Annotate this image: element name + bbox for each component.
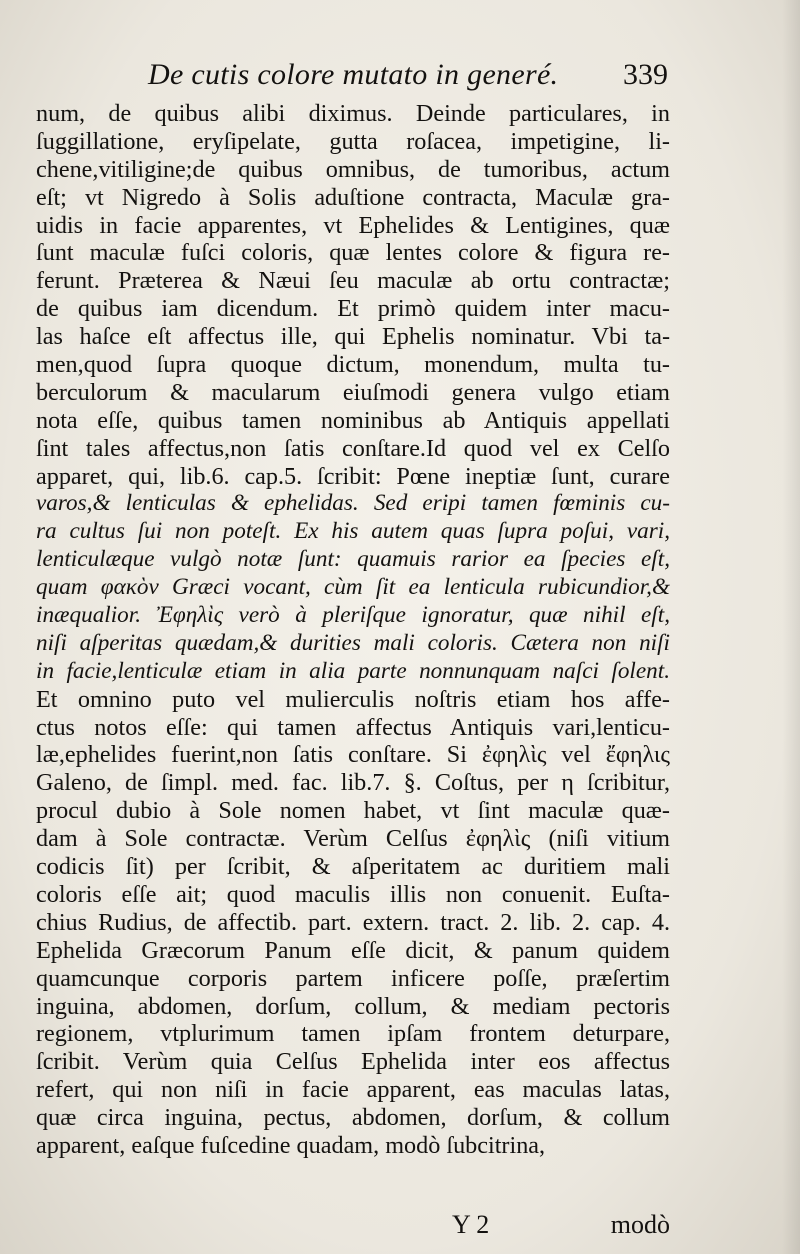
text-line: ctus notos eſſe: qui tamen affectus Antiquis vari,lenticu- xyxy=(36,713,670,741)
text-line: apparet, qui, lib.6. cap.5. ſcribit: Pœne ineptiæ ſunt, curare xyxy=(36,462,670,490)
text-line: procul dubio à Sole nomen habet, vt ſint maculæ quæ- xyxy=(36,797,670,825)
text-line: nota eſſe, quibus tamen nominibus ab Antiquis appellati xyxy=(36,406,670,434)
text-line: uidis in facie apparentes, vt Ephelides & Lentigines, quæ xyxy=(36,211,670,239)
text-line: chius Rudius, de affectib. part. extern. tract. 2. lib. 2. cap. 4. xyxy=(36,908,670,936)
text-line: num, de quibus alibi diximus. Deinde particulares, in xyxy=(36,100,670,127)
text-line: ra cultus ſui non poteſt. Ex his autem quas ſupra poſui, vari, xyxy=(36,518,670,545)
text-line: quæ circa inguina, pectus, abdomen, dorſum, & collum xyxy=(36,1104,670,1132)
text-line: Et omnino puto vel mulierculis noſtris etiam hos affe- xyxy=(36,685,670,713)
text-line: varos,& lenticulas & ephelidas. Sed eripi tamen fœminis cu- xyxy=(36,490,670,517)
text-line: ſuggillatione, eryſipelate, gutta roſacea, impetigine, li- xyxy=(36,127,670,155)
text-line: berculorum & macularum eiuſmodi genera vulgo etiam xyxy=(36,378,670,406)
text-line: regionem, vtplurimum tamen ipſam frontem deturpare, xyxy=(36,1020,670,1048)
text-line: ſint tales affectus,non ſatis conſtare.Id quod vel ex Celſo xyxy=(36,434,670,462)
text-line: lenticulæque vulgò notæ ſunt: quamuis rarior ea ſpecies eſt, xyxy=(36,546,670,573)
text-line: refert, qui non niſi in facie apparent, eas maculas latas, xyxy=(36,1076,670,1104)
text-line: ſcribit. Verùm quia Celſus Ephelida inter eos affectus xyxy=(36,1048,670,1076)
text-line: læ,ephelides fuerint,non ſatis conſtare. Si ἐφηλὶς vel ἔφηλις xyxy=(36,741,670,769)
body-text xyxy=(36,100,670,1160)
text-line: de quibus iam dicendum. Et primò quidem inter macu- xyxy=(36,295,670,323)
text-line: men,quod ſupra quoque dictum, monendum, multa tu- xyxy=(36,351,670,379)
text-line: codicis ſit) per ſcribit, & aſperitatem ac duritiem mali xyxy=(36,853,670,881)
text-line: apparent, eaſque fuſcedine quadam, modò ſubcitrina, xyxy=(36,1131,546,1159)
page-header xyxy=(148,58,668,100)
text-line: niſi aſperitas quædam,& durities mali coloris. Cætera non niſi xyxy=(36,629,670,656)
page-footer xyxy=(36,1210,670,1246)
text-line: quam φακὸν Græci vocant, cùm ſit ea lenticula rubicundior,& xyxy=(36,574,670,601)
text-line: inguina, abdomen, dorſum, collum, & mediam pectoris xyxy=(36,992,670,1020)
text-line: ſunt maculæ fuſci coloris, quæ lentes colore & figura re- xyxy=(36,239,670,267)
text-line: in facie,lenticulæ etiam in alia parte nonnunquam naſci ſolent. xyxy=(36,657,670,684)
page-edge-shadow xyxy=(782,0,800,1254)
text-line: ferunt. Præterea & Næui ſeu maculæ ab ortu contractæ; xyxy=(36,267,670,295)
catchword: modò xyxy=(610,1210,670,1239)
text-line: las haſce eſt affectus ille, qui Ephelis nominatur. Vbi ta- xyxy=(36,323,670,351)
text-line: dam à Sole contractæ. Verùm Celſus ἐφηλὶς (niſi vitium xyxy=(36,825,670,853)
text-line: chene,vitiligine;de quibus omnibus, de tumoribus, actum xyxy=(36,155,670,183)
signature-mark: Y 2 xyxy=(452,1210,490,1239)
text-line: inæqualior. Ἐφηλὶς verò à pleriſque ignoratur, quæ nihil eſt, xyxy=(36,602,670,629)
running-title: De cutis colore mutato in generé. xyxy=(148,58,559,91)
text-line: eſt; vt Nigredo à Solis aduſtione contracta, Maculæ gra- xyxy=(36,183,670,211)
text-line: Galeno, de ſimpl. med. fac. lib.7. §. Coſtus, per η ſcribitur, xyxy=(36,769,670,797)
text-line: Ephelida Græcorum Panum eſſe dicit, & panum quidem xyxy=(36,936,670,964)
text-line: coloris eſſe ait; quod maculis illis non conuenit. Euſta- xyxy=(36,880,670,908)
text-line: quamcunque corporis partem inficere poſſe, præſertim xyxy=(36,964,670,992)
page-number: 339 xyxy=(623,58,668,91)
